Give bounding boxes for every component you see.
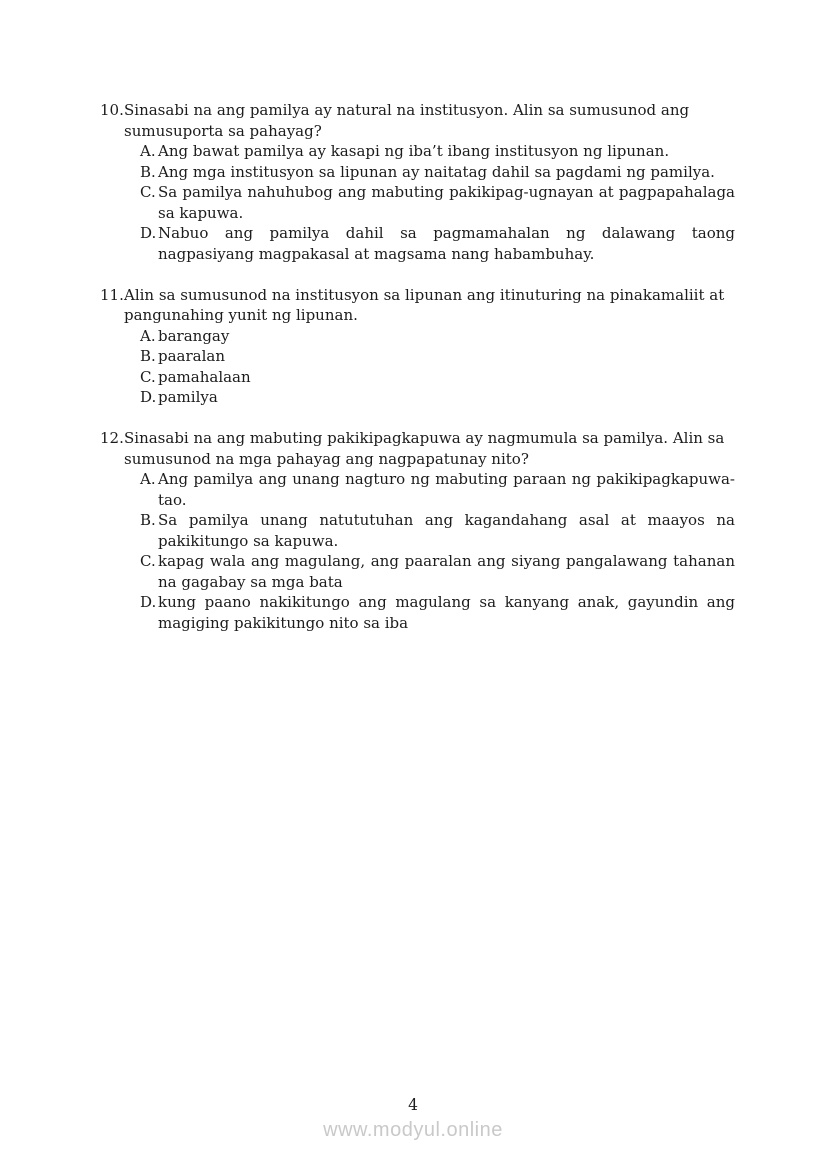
- option-text: pamilya: [158, 388, 218, 406]
- option-letter: A.: [140, 470, 156, 488]
- option-a: [140, 141, 735, 162]
- option-text: pamahalaan: [158, 367, 251, 386]
- option-text: Ang mga institusyon sa lipunan ay naitatag dahil sa pagdami ng pamilya.: [158, 162, 715, 181]
- option-text: Nabuo ang pamilya dahil sa pagmamahalan ng dalawang taong nagpasiyang magpakasal at magsama nang habambuhay.: [158, 224, 735, 263]
- option-a: [140, 469, 735, 510]
- option-letter: D.: [140, 388, 157, 406]
- option-letter: D.: [140, 593, 157, 611]
- option-b: [140, 346, 735, 367]
- option-letter: D.: [140, 224, 157, 242]
- quiz-content: [100, 100, 735, 654]
- question-12: [100, 428, 735, 633]
- question-number: 10.: [100, 101, 124, 119]
- option-c: [140, 182, 735, 223]
- question-stem: Alin sa sumusunod na institusyon sa lipunan ang itinuturing na pinakamaliit at pangunahing yunit ng lipunan.: [124, 285, 725, 324]
- page-number: 4: [408, 1096, 418, 1114]
- option-text: kung paano nakikitungo ang magulang sa kanyang anak, gayundin ang magiging pakikitungo nito sa iba: [158, 593, 735, 632]
- option-text: Sa pamilya unang natututuhan ang kagandahang asal at maayos na pakikitungo sa kapuwa.: [158, 511, 735, 550]
- question-body: [124, 100, 735, 264]
- option-letter: B.: [140, 511, 156, 529]
- option-letter: A.: [140, 142, 156, 160]
- option-text: Ang pamilya ang unang nagturo ng mabuting paraan ng pakikipagkapuwa-tao.: [158, 470, 735, 509]
- options-list: [140, 469, 735, 633]
- question-number: 11.: [100, 285, 124, 304]
- option-text: Ang bawat pamilya ay kasapi ng iba’t ibang institusyon ng lipunan.: [158, 142, 670, 160]
- option-text: kapag wala ang magulang, ang paaralan ang siyang pangalawang tahanan na gagabay sa mga bata: [158, 552, 735, 591]
- question-body: [124, 285, 735, 408]
- option-letter: C.: [140, 367, 156, 386]
- option-letter: C.: [140, 183, 156, 201]
- option-text: paaralan: [158, 347, 226, 365]
- option-letter: A.: [140, 326, 156, 345]
- options-list: [140, 141, 735, 264]
- option-d: [140, 387, 735, 408]
- option-text: Sa pamilya nahuhubog ang mabuting pakikipag-ugnayan at pagpapahalaga sa kapuwa.: [158, 183, 735, 222]
- question-number: 12.: [100, 429, 124, 447]
- option-text: barangay: [158, 326, 230, 345]
- option-d: [140, 223, 735, 264]
- options-list: [140, 326, 735, 408]
- question-11: [100, 285, 735, 408]
- option-b: [140, 162, 735, 183]
- question-stem: Sinasabi na ang pamilya ay natural na institusyon. Alin sa sumusunod ang sumusuporta sa pahayag?: [124, 101, 690, 140]
- option-c: [140, 551, 735, 592]
- option-letter: B.: [140, 347, 156, 365]
- question-stem: Sinasabi na ang mabuting pakikipagkapuwa ay nagmumula sa pamilya. Alin sa sumusunod na mga pahayag ang nagpapatunay nito?: [124, 429, 725, 468]
- option-b: [140, 510, 735, 551]
- watermark-text: www.modyul.online: [323, 1119, 503, 1141]
- option-c: [140, 367, 735, 388]
- option-letter: C.: [140, 552, 156, 570]
- option-d: [140, 592, 735, 633]
- option-letter: B.: [140, 162, 156, 181]
- option-a: [140, 326, 735, 347]
- question-body: [124, 428, 735, 633]
- question-10: [100, 100, 735, 264]
